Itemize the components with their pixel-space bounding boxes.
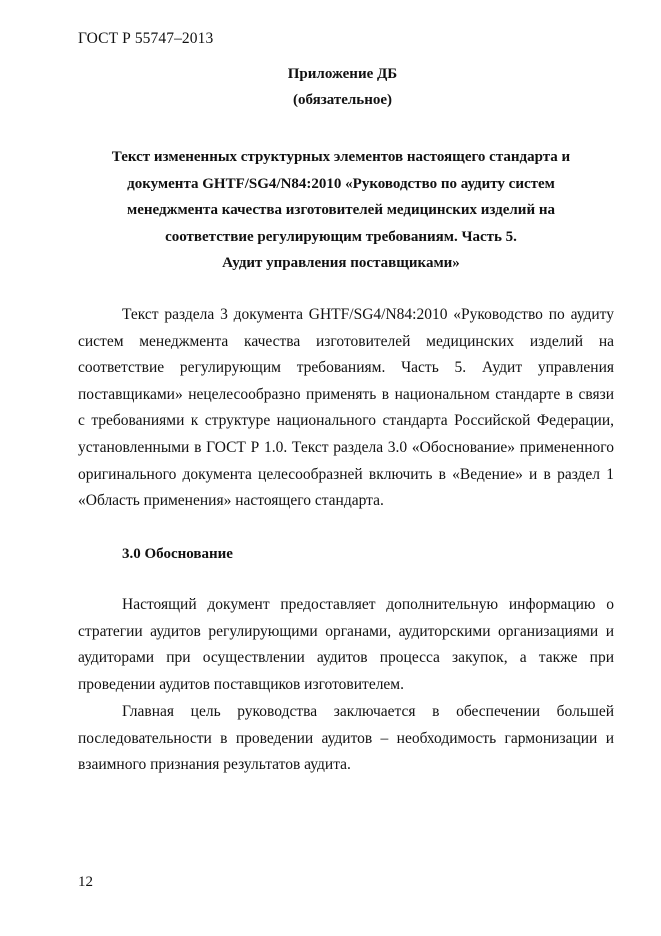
paragraph-line: последовательности в проведении аудитов – необходимость гармонизации и [78,729,614,747]
paragraph-goal [78,699,614,779]
paragraph-line: поставщиками» нецелесообразно применять в национальном стандарте в связи [78,385,614,403]
heading-line: соответствие регулирующим требованиям. Часть 5. [165,228,517,245]
heading-line: Текст измененных структурных элементов настоящего стандарта и [111,149,571,165]
paragraph-line: систем менеджмента качества изготовителей медицинских изделий на [78,332,614,350]
heading-line: менеджмента качества изготовителей медицинских изделий на [127,202,555,218]
heading-line: Аудит управления поставщиками» [222,255,460,271]
paragraph-intro [78,302,614,515]
paragraph-line: установленными в ГОСТ Р 1.0. Текст раздела 3.0 «Обоснование» примененного [78,438,614,456]
paragraph-line: взаимного признания результатов аудита. [78,756,351,774]
paragraph-line: Текст раздела 3 документа GHTF/SG4/N84:2010 «Руководство по аудиту [122,306,614,323]
appendix-title: Приложение ДБ [287,66,398,82]
paragraph-rationale [78,592,614,698]
paragraph-line: с требованиями к структуре национального стандарта Российской Федерации, [78,412,614,430]
standard-code-header: ГОСТ Р 55747–2013 [78,30,214,47]
heading-line: документа GHTF/SG4/N84:2010 «Руководство по аудиту систем [127,175,555,192]
appendix-heading [92,144,590,277]
section-heading: 3.0 Обоснование [122,546,233,562]
page-number: 12 [78,874,93,890]
paragraph-line: стратегии аудитов регулирующими органами, аудиторскими организациями и [78,622,614,640]
paragraph-line: аудиторами при осуществлении аудитов процесса закупок, а также при [78,649,614,667]
paragraph-line: «Область применения» настоящего стандарта. [78,492,384,510]
appendix-status: (обязательное) [292,92,393,108]
paragraph-line: проведении аудитов поставщиков изготовителем. [78,675,404,693]
paragraph-line: оригинального документа целесообразней включить в «Ведение» и в раздел 1 [78,465,614,483]
paragraph-line: Настоящий документ предоставляет дополнительную информацию о [122,596,614,613]
paragraph-line: соответствие регулирующим требованиям. Часть 5. Аудит управления [78,359,614,377]
paragraph-line: Главная цель руководства заключается в обеспечении большей [122,703,614,720]
